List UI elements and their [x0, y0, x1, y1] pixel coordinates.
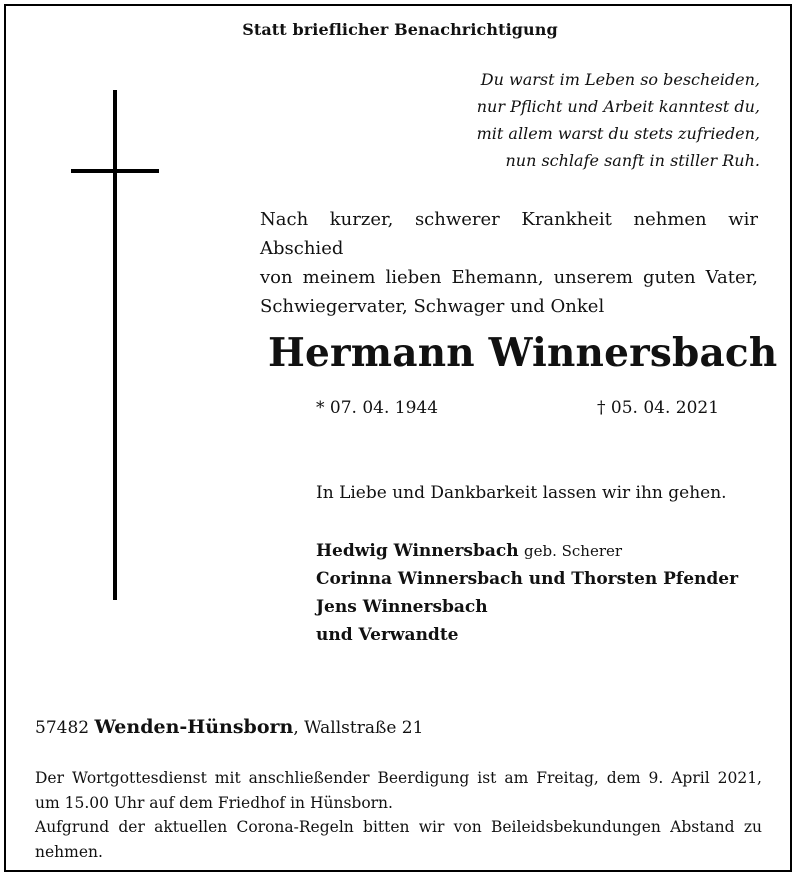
- address-city: Wenden-Hünsborn: [94, 716, 294, 738]
- notice-line: nehmen.: [35, 842, 103, 861]
- header-title: Statt brieflicher Benachrichtigung: [242, 20, 558, 39]
- service-notice: [35, 766, 762, 864]
- farewell-text: In Liebe und Dankbarkeit lassen wir ihn gehen.: [316, 483, 727, 503]
- intro-text: [260, 205, 758, 321]
- intro-line: Nach kurzer, schwerer Krankheit nehmen wir Abschied: [260, 209, 758, 259]
- mourner-name: Hedwig Winnersbach: [316, 541, 519, 561]
- poem-line: Du warst im Leben so bescheiden,: [480, 70, 760, 89]
- address-street: , Wallstraße 21: [293, 718, 424, 738]
- birth-date: * 07. 04. 1944: [316, 398, 439, 418]
- mourners-list: [316, 537, 738, 649]
- notice-line: Der Wortgottesdienst mit anschließender Beerdigung ist am Freitag, dem 9. April 2021,: [35, 769, 762, 787]
- notice-line: um 15.00 Uhr auf dem Friedhof in Hünsborn.: [35, 793, 393, 812]
- poem-line: nur Pflicht und Arbeit kanntest du,: [476, 97, 760, 116]
- cross-icon-bar: [71, 169, 159, 173]
- intro-line: von meinem lieben Ehemann, unserem guten Vater,: [260, 267, 758, 288]
- death-date: † 05. 04. 2021: [597, 398, 720, 418]
- mourner-line: und Verwandte: [316, 625, 459, 645]
- mourner-note: geb. Scherer: [524, 542, 623, 560]
- poem: [300, 66, 760, 174]
- address-zip: 57482: [35, 718, 90, 738]
- mourner-line: [316, 537, 738, 565]
- poem-line: mit allem warst du stets zufrieden,: [476, 124, 760, 143]
- poem-line: nun schlafe sanft in stiller Ruh.: [505, 151, 760, 170]
- mourner-line: Jens Winnersbach: [316, 597, 488, 617]
- mourner-line: Corinna Winnersbach und Thorsten Pfender: [316, 569, 739, 589]
- address: [35, 716, 423, 738]
- deceased-name: Hermann Winnersbach: [268, 330, 778, 376]
- notice-line: Aufgrund der aktuellen Corona-Regeln bitten wir von Beileidsbekundungen Abstand zu: [35, 818, 762, 836]
- intro-line: Schwiegervater, Schwager und Onkel: [260, 296, 605, 317]
